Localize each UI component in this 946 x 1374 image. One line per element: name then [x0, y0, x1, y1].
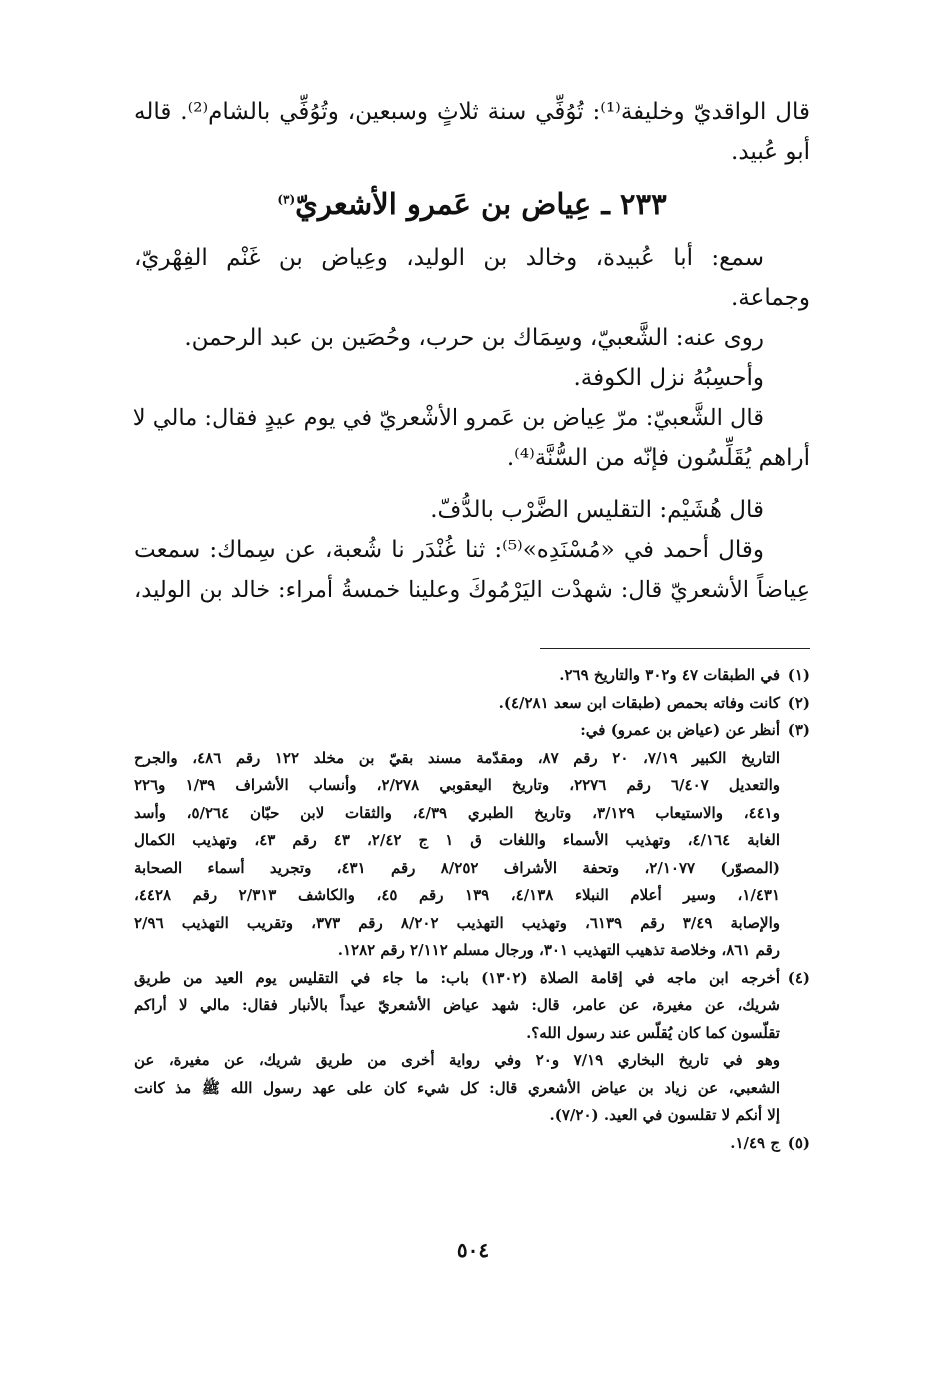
- footnote-line: كانت وفاته بحمص (طبقات ابن سعد ٤/٢٨١).: [498, 693, 780, 712]
- footnote-line: التاريخ الكبير ٧/١٩، ٢٠ رقم ٨٧، ومقدّمة مسند بقيّ بن مخلد ١٢٢ رقم ٤٨٦، والجرح: [134, 748, 781, 767]
- footnote-number: (٢): [787, 693, 810, 712]
- footnote-1: [134, 662, 810, 690]
- page-number: ٥٠٤: [456, 1238, 490, 1262]
- footnote-body: [134, 662, 780, 690]
- paragraph-line-2: وجماعة.: [731, 285, 810, 311]
- footnote-3: [134, 717, 810, 965]
- footnote-line: أخرجه ابن ماجه في إقامة الصلاة (١٣٠٢) باب: ما جاء في التقليس يوم العيد من طريق: [134, 968, 780, 987]
- footnote-body: [134, 1130, 780, 1158]
- paragraph-line-7: قال هُشَيْم: التقليس الضَّرْب بالدُّفّ.: [430, 497, 764, 523]
- intro-line-1: قال الواقديّ وخليفة⁽¹⁾: تُوُفِّي سنة ثلاثٍ وسبعين، وتُوُفِّي بالشام⁽²⁾. قاله: [134, 99, 810, 125]
- footnote-body: [134, 690, 780, 718]
- footnote-line: والإصابة ٣/٤٩ رقم ٦١٣٩، وتهذيب التهذيب ٨/٢٠٢ رقم ٣٧٣، وتقريب التهذيب ٢/٩٦: [134, 913, 781, 932]
- footnote-line: تقلّسون كما كان يُقلّس عند رسول الله؟.: [526, 1023, 780, 1042]
- paragraph-line-6: أراهم يُقَلِّسُون فإنّه من السُّنَّة⁽⁴⁾.: [506, 445, 810, 471]
- footnotes: [134, 662, 810, 1157]
- biography-heading: [134, 174, 810, 234]
- footnote-separator: [540, 648, 810, 649]
- footnote-line: أنظر عن (عياض بن عمرو) في:: [580, 721, 780, 739]
- paragraph-line-5: قال الشَّعبيّ: مرّ عِياض بن عَمرو الأشْعريّ في يوم عيدٍ فقال: مالي لا: [132, 405, 764, 431]
- footnote-line: و٤٤١، والاستيعاب ٣/١٢٩، وتاريخ الطبري ٤/٣٩، والثقات لابن حبّان ٥/٢٦٤، وأسد: [134, 803, 780, 822]
- footnote-4: [134, 965, 810, 1130]
- paragraph-line-4: وأحسِبُهُ نزل الكوفة.: [573, 365, 764, 391]
- footnote-line: إلا أنكم لا تقلسون في العيد. (٧/٢٠).: [549, 1106, 780, 1124]
- footnote-line: في الطبقات ٤٧ و٣٠٢ والتاريخ ٢٦٩.: [559, 666, 780, 684]
- footnote-line: والتعديل ٦/٤٠٧ رقم ٢٢٧٦، وتاريخ اليعقوبي ٢/٢٧٨، وأنساب الأشراف ١/٣٩ و٢٢٦: [134, 776, 781, 794]
- paragraph-line-3: روى عنه: الشَّعبيّ، وسِمَاك بن حرب، وحُصَين بن عبد الرحمن.: [184, 325, 764, 351]
- footnote-line: رقم ٨٦١، وخلاصة تذهيب التهذيب ٣٠١، ورجال مسلم ٢/١١٢ رقم ١٢٨٢.: [337, 941, 780, 959]
- footnote-line: ج ١/٤٩.: [730, 1133, 780, 1152]
- footnote-number: (٥): [787, 1133, 810, 1152]
- main-text: [134, 92, 810, 610]
- footnote-body: [134, 965, 780, 1130]
- footnote-number: (٣): [787, 721, 810, 739]
- footnote-line: الشعبي، عن زياد بن عياض الأشعري قال: كل شيء كان على عهد رسول الله ﷺ مذ كانت: [134, 1078, 780, 1097]
- heading-footnote-ref: (٣): [277, 192, 296, 207]
- footnote-5: [134, 1130, 810, 1158]
- footnote-line: الغابة ٤/١٦٤، وتهذيب الأسماء واللغات ق ١ ج ٢/٤٢، ٤٣ رقم ٤٣، وتهذيب الكمال: [134, 831, 780, 849]
- footnote-line: ١/٤٣١، وسير أعلام النبلاء ٤/١٣٨، ١٣٩ رقم ٤٥، والكاشف ٢/٣١٣ رقم ٤٤٢٨،: [134, 886, 781, 904]
- footnote-number: (١): [787, 666, 810, 684]
- footnote-line: شريك، عن مغيرة، عن عامر، قال: شهد عياض الأشعريّ عيداً بالأنبار فقال: مالي لا أراكم: [134, 996, 780, 1014]
- footnote-line: وهو في تاريخ البخاري ٧/١٩ و٢٠ وفي رواية أخرى من طريق شريك، عن مغيرة، عن: [134, 1051, 780, 1069]
- intro-line-2: أبو عُبيد.: [731, 139, 810, 165]
- heading-text: ٢٣٣ ـ عِياض بن عَمرو الأشعريّ: [295, 187, 667, 221]
- footnote-2: [134, 690, 810, 718]
- footnote-number: (٤): [787, 968, 810, 987]
- paragraph-line-9: عِياضاً الأشعريّ قال: شهدْت اليَرْمُوكَ وعلينا خمسةُ أمراء: خالد بن الوليد،: [134, 577, 810, 603]
- paragraph-line-8: وقال أحمد في «مُسْنَدِه»⁽⁵⁾: ثنا غُنْدَر نا شُعبة، عن سِماك: سمعت: [134, 537, 764, 563]
- footnote-body: [134, 717, 780, 965]
- paragraph-line-1: سمع: أبا عُبيدة، وخالد بن الوليد، وعِياض بن غَنْم الفِهْريّ،: [134, 245, 764, 271]
- footnote-line: (المصوّر) ٢/١٠٧٧، وتحفة الأشراف ٨/٢٥٢ رقم ٤٣١، وتجريد أسماء الصحابة: [134, 858, 780, 877]
